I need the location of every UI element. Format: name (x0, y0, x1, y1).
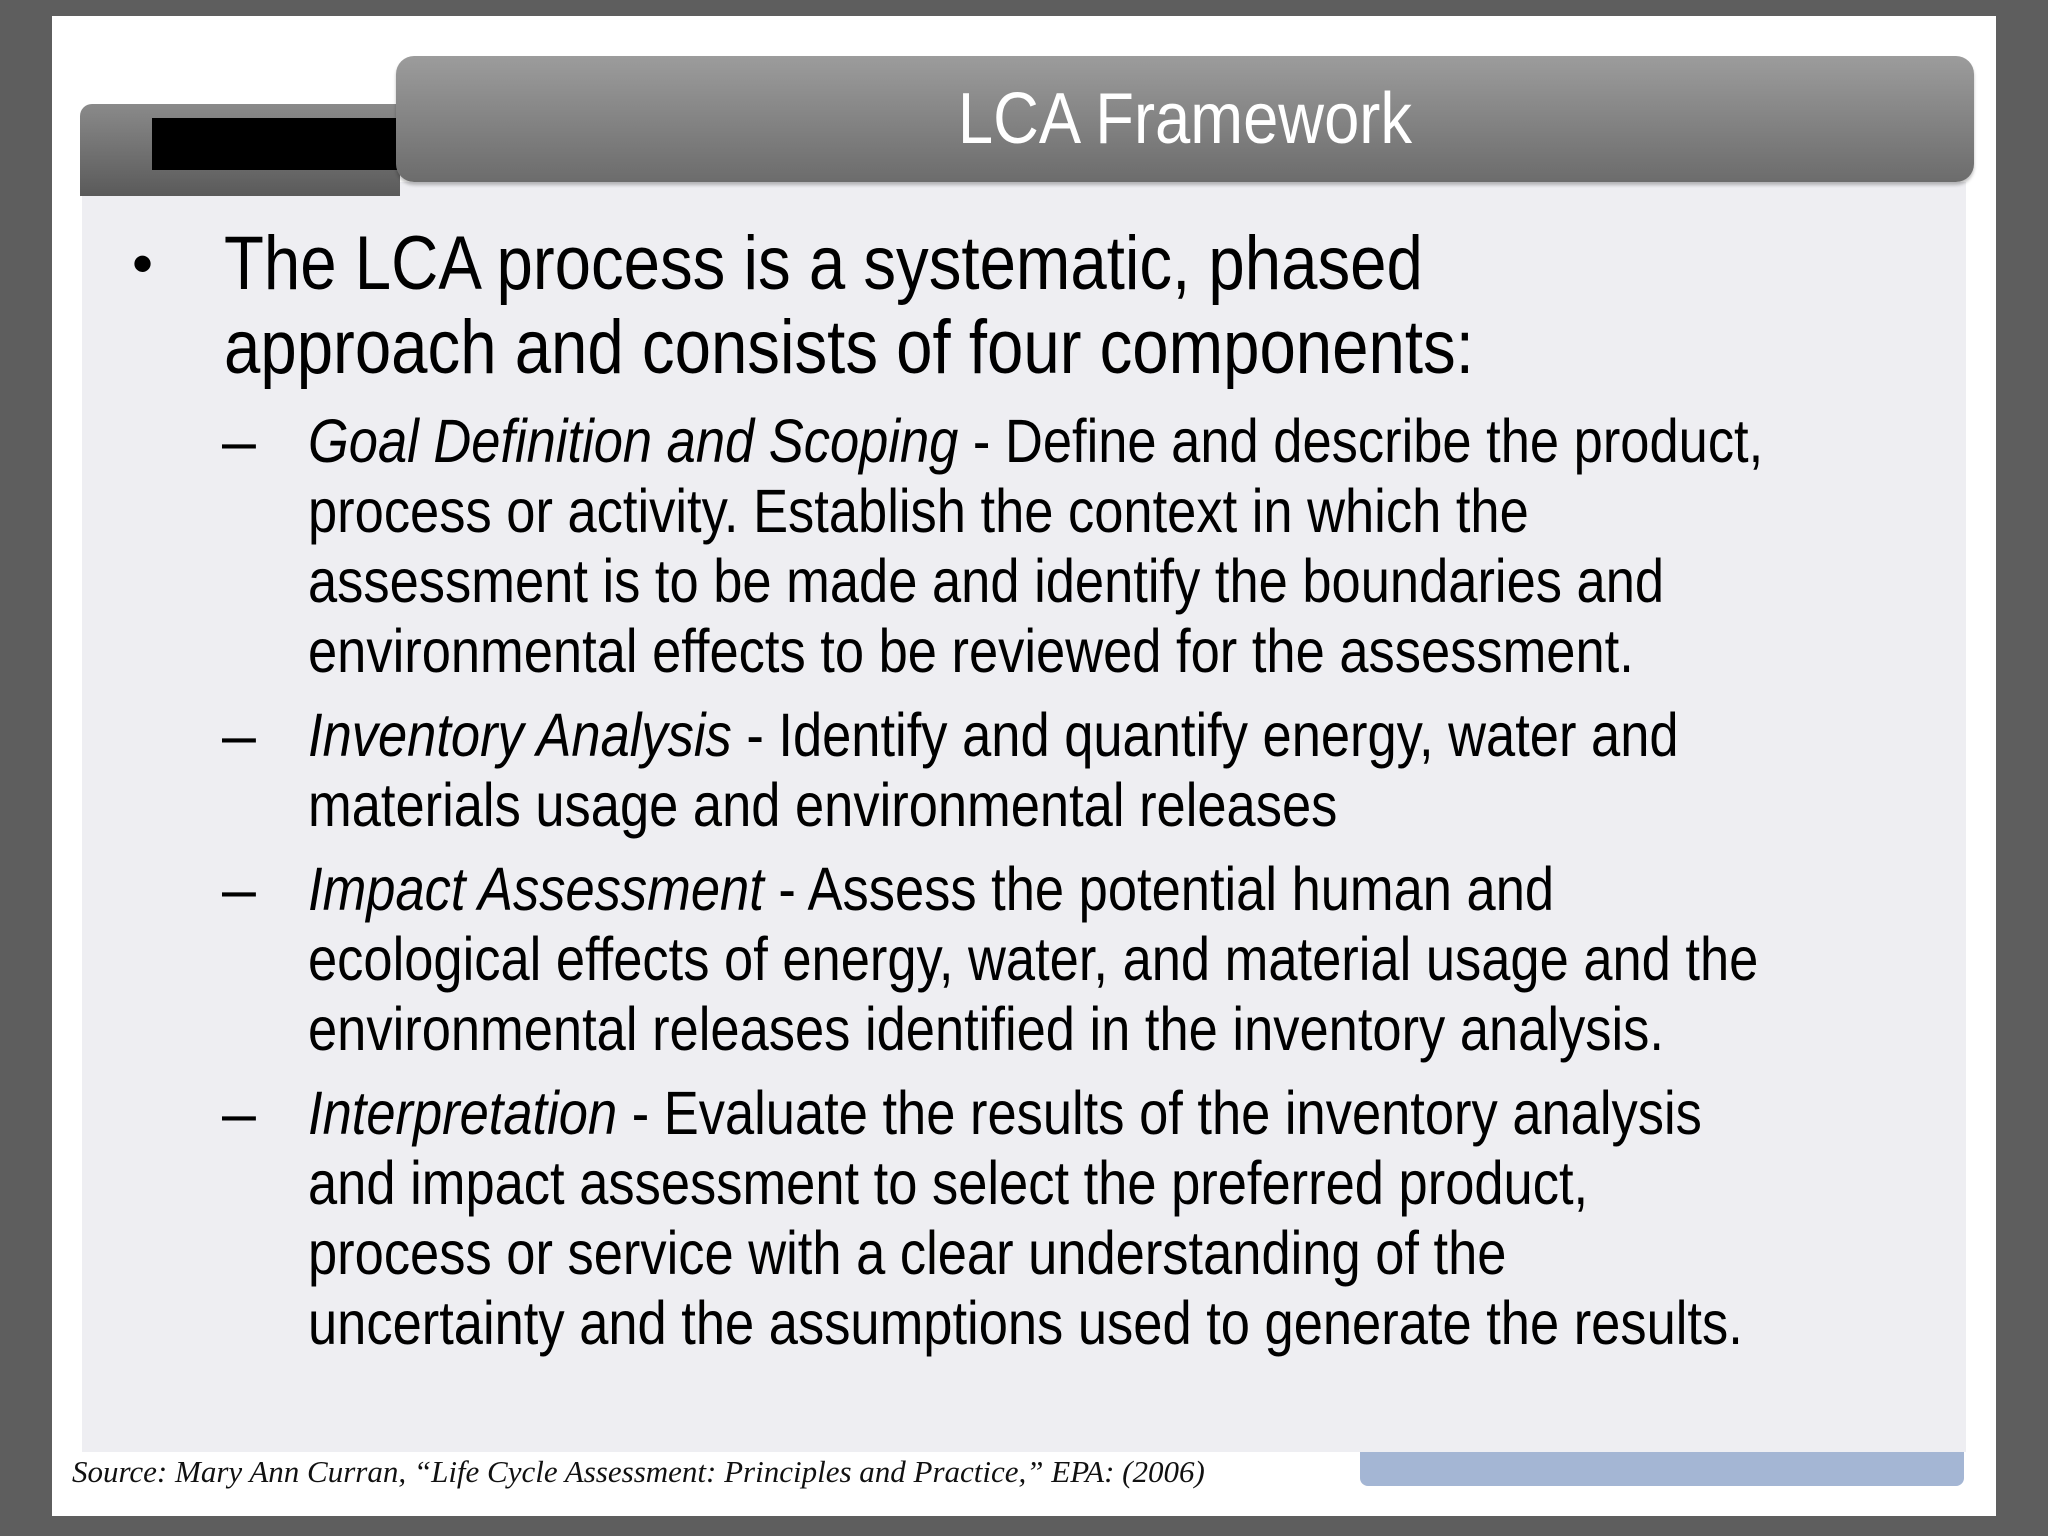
component-text (308, 854, 1770, 1064)
list-item (82, 700, 1982, 840)
bullet-list (82, 222, 1982, 1372)
dash-marker: – (222, 1079, 256, 1147)
component-text (308, 700, 1770, 840)
component-term: Inventory Analysis (308, 701, 732, 769)
dash-marker: – (222, 701, 256, 769)
main-bullet (82, 222, 2024, 390)
component-description: - Assess the potential human and ecological effects of energy, water, and material usage and the environmental releases identified in the inventory analysis. (308, 855, 1759, 1063)
component-text (308, 1078, 1770, 1358)
component-term: Goal Definition and Scoping (308, 407, 959, 475)
header-black-bar (152, 118, 402, 170)
footer-accent-bar (1360, 1452, 1964, 1486)
components-list (82, 406, 1982, 1358)
list-item (82, 854, 1982, 1064)
component-description: - Identify and quantify energy, water and materials usage and environmental releases (308, 701, 1679, 839)
dash-marker: – (222, 407, 256, 475)
dash-marker: – (222, 855, 256, 923)
component-term: Impact Assessment (308, 855, 764, 923)
source-citation: Source: Mary Ann Curran, “Life Cycle Assessment: Principles and Practice,” EPA: (2006) (72, 1454, 1205, 1489)
list-item (82, 1078, 1982, 1358)
main-bullet-text: The LCA process is a systematic, phased approach and consists of four components: (224, 221, 1474, 390)
component-text (308, 406, 1770, 686)
bullet-dot: • (132, 230, 154, 297)
component-description: - Evaluate the results of the inventory analysis and impact assessment to select the preferred product, process or service with a clear understanding of the uncertainty and the assumptions used to generate the results. (308, 1079, 1743, 1357)
list-item (82, 406, 1982, 686)
slide-title: LCA Framework (957, 79, 1413, 159)
component-term: Interpretation (308, 1079, 618, 1147)
component-description: - Define and describe the product, process or activity. Establish the context in which the assessment is to be made and identify the boundaries and environmental effects to be reviewed for the assessment. (308, 407, 1764, 685)
